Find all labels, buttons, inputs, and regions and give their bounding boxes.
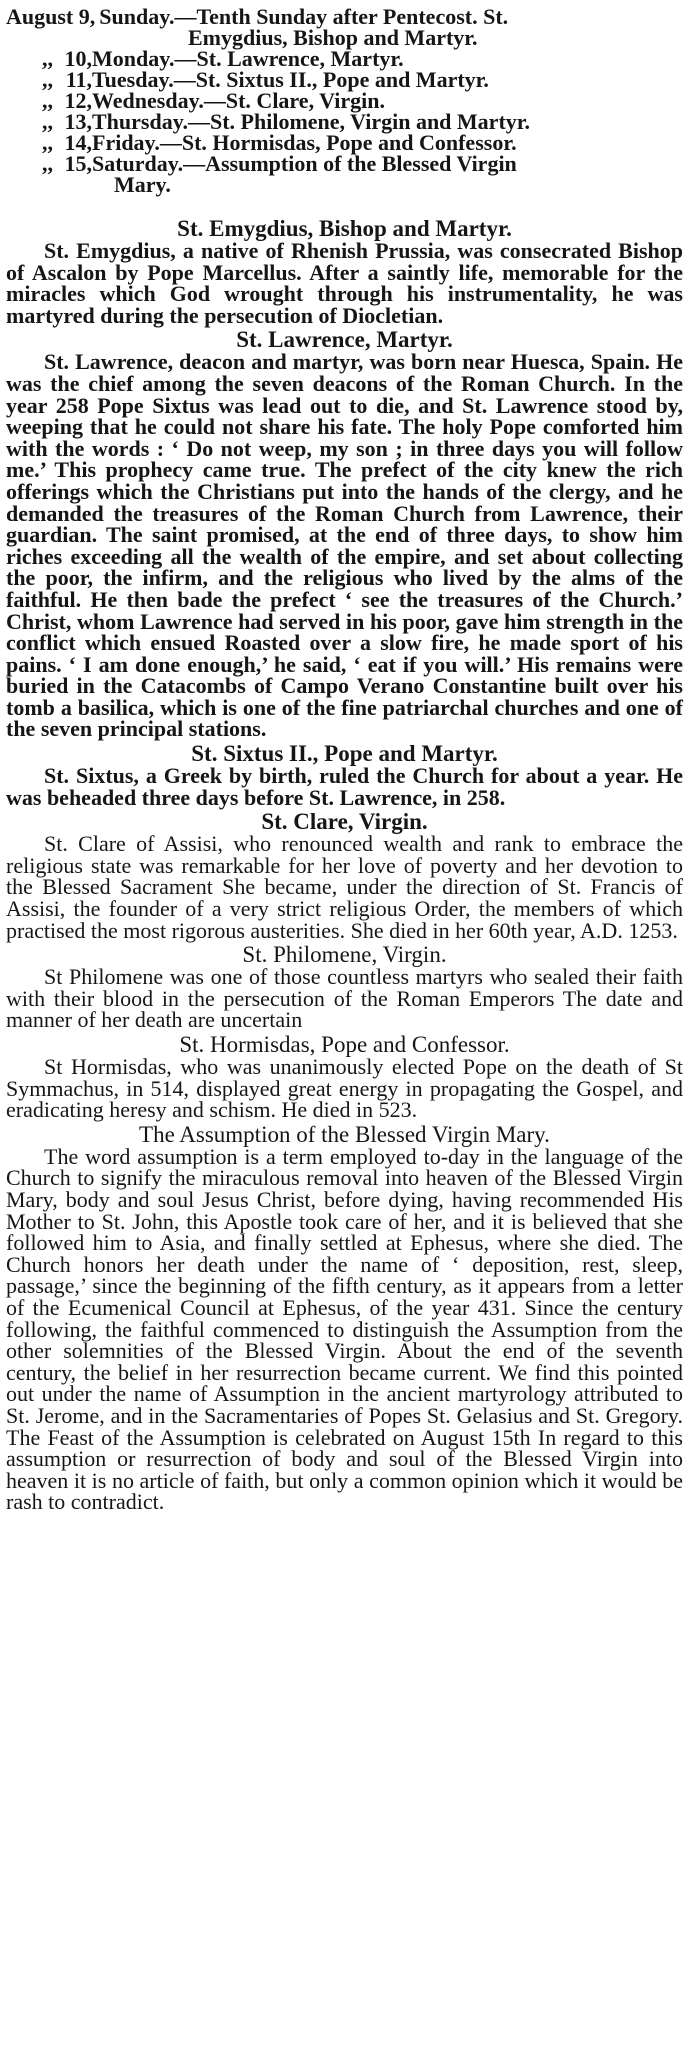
feast-section bbox=[6, 217, 683, 326]
ditto-mark: ,, bbox=[42, 130, 53, 155]
calendar-text: Wednesday.—St. Clare, Virgin. bbox=[92, 88, 385, 113]
ditto-mark: ,, bbox=[42, 151, 53, 176]
day-number: 14, bbox=[64, 130, 92, 155]
feast-section bbox=[6, 1033, 683, 1121]
calendar-text: Sunday.—Tenth Sunday after Pentecost. St. bbox=[99, 4, 509, 29]
day-number: 10, bbox=[64, 46, 92, 71]
feast-section bbox=[6, 810, 683, 941]
section-heading: St. Philomene, Virgin. bbox=[242, 942, 447, 968]
calendar-text: Tuesday.—St. Sixtus II., Pope and Martyr. bbox=[92, 67, 489, 92]
section-heading: St. Clare, Virgin. bbox=[261, 809, 428, 835]
section-heading: The Assumption of the Blessed Virgin Mary. bbox=[139, 1121, 550, 1147]
calendar-date bbox=[6, 111, 92, 132]
calendar-entry bbox=[6, 153, 683, 174]
calendar-continuation: Mary. bbox=[114, 172, 171, 197]
day-number: 13, bbox=[64, 109, 92, 134]
section-body: St. Emygdius, a native of Rhenish Prussia, was consecrated Bishop of Ascalon by Pope Marcellus. After a saintly life, memorable for the miracles which God wrought through his instrumentality, he was martyred during the persecution of Diocletian. bbox=[6, 238, 683, 328]
feast-section bbox=[6, 1123, 683, 1513]
calendar-continuation: Emygdius, Bishop and Martyr. bbox=[188, 25, 478, 50]
feast-calendar bbox=[6, 6, 683, 195]
section-body: The word assumption is a term employed to-day in the language of the Church to signify the miraculous removal into heaven of the Blessed Virgin Mary, body and soul Jesus Christ, before dying, having recommended His Mother to St. John, this Apostle took care of her, and it is believed that she followed him to Asia, and finally settled at Ephesus, where she died. The Church honors her death under the name of ‘ deposition, rest, sleep, passage,’ since the beginning of the fifth century, as it appears from a letter of the Ecumenical Council at Ephesus, of the year 431. Since the century following, the faithful commenced to distinguish the Assumption from the other solemnities of the Blessed Virgin. About the end of the seventh century, the belief in her resurrection became current. We find this pointed out under the name of Assumption in the ancient martyrology attributed to St. Jerome, and in the Sacramentaries of Popes St. Gelasius and St. Gregory. The Feast of the Assumption is celebrated on August 15th In regard to this assumption or resurrection of body and soul of the Blessed Virgin into heaven it is no article of faith, but only a common opinion which it would be rash to contradict. bbox=[6, 1143, 683, 1515]
calendar-text: Thursday.—St. Philomene, Virgin and Martyr. bbox=[92, 109, 531, 134]
feast-section bbox=[6, 943, 683, 1031]
calendar-date bbox=[6, 132, 92, 153]
section-body: St. Lawrence, deacon and martyr, was born near Huesca, Spain. He was the chief among the seven deacons of the Roman Church. In the year 258 Pope Sixtus was lead out to die, and St. Lawrence stood by, weeping that he could not share his fate. The holy Pope comforted him with the words : ‘ Do not weep, my son ; in three days you will follow me.’ This prophecy came true. The prefect of the city knew the rich offerings which the Christians put into the hands of the clergy, and he demanded the treasures of the Roman Church from Lawrence, their guardian. The saint promised, at the end of three days, to show him riches exceeding all the wealth of the empire, and set about collecting the poor, the infirm, and the religious who lived by the alms of the faithful. He then bade the prefect ‘ see the treasures of the Church.’ Christ, whom Lawrence had served in his poor, gave him strength in the conflict which ensued Roasted over a slow fire, he made sport of his pains. ‘ I am done enough,’ he said, ‘ eat if you will.’ His remains were buried in the Catacombs of Campo Verano Constantine built over his tomb a basilica, which is one of the fine patriarchal churches and one of the seven principal stations. bbox=[6, 349, 683, 742]
calendar-entry bbox=[6, 69, 683, 90]
section-body: St Hormisdas, who was unanimously elected Pope on the death of St Symmachus, in 514, displayed great energy in propagating the Gospel, and eradicating heresy and schism. He died in 523. bbox=[6, 1054, 683, 1123]
ditto-mark: ,, bbox=[42, 88, 53, 113]
calendar-entry bbox=[6, 90, 683, 111]
day-number: 12, bbox=[64, 88, 92, 113]
day-number: 15, bbox=[64, 151, 92, 176]
ditto-mark: ,, bbox=[42, 46, 53, 71]
calendar-entry bbox=[6, 48, 683, 69]
section-heading: St. Emygdius, Bishop and Martyr. bbox=[177, 216, 512, 241]
feast-section bbox=[6, 742, 683, 808]
calendar-date: August 9, bbox=[6, 4, 96, 29]
calendar-date bbox=[6, 69, 92, 90]
calendar-date bbox=[6, 90, 92, 111]
calendar-entry bbox=[6, 6, 683, 27]
section-heading: St. Sixtus II., Pope and Martyr. bbox=[191, 741, 498, 767]
calendar-text: Friday.—St. Hormisdas, Pope and Confessor. bbox=[92, 130, 517, 155]
calendar-entry bbox=[6, 132, 683, 153]
day-number: 11, bbox=[65, 67, 92, 92]
section-heading: St. Hormisdas, Pope and Confessor. bbox=[179, 1032, 510, 1057]
calendar-text: Monday.—St. Lawrence, Martyr. bbox=[92, 46, 404, 71]
calendar-date bbox=[6, 48, 92, 69]
section-body: St. Sixtus, a Greek by birth, ruled the Church for about a year. He was beheaded three days before St. Lawrence, in 258. bbox=[6, 763, 683, 810]
section-heading: St. Lawrence, Martyr. bbox=[236, 327, 453, 353]
section-body: St. Clare of Assisi, who renounced wealth and rank to embrace the religious state was remarkable for her love of poverty and her devotion to the Blessed Sacrament She became, under the direction of St. Francis of Assisi, the founder of a very strict religious Order, the members of which practised the most rigorous austerities. She died in her 60th year, A.D. 1253. bbox=[6, 831, 683, 943]
feast-section bbox=[6, 328, 683, 740]
calendar-text: Saturday.—Assumption of the Blessed Virgin bbox=[92, 151, 517, 176]
ditto-mark: ,, bbox=[42, 109, 53, 134]
ditto-mark: ,, bbox=[42, 67, 53, 92]
section-body: St Philomene was one of those countless martyrs who sealed their faith with their blood in the persecution of the Roman Emperors The date and manner of her death are uncertain bbox=[6, 964, 683, 1033]
calendar-entry bbox=[6, 111, 683, 132]
calendar-date bbox=[6, 153, 92, 174]
